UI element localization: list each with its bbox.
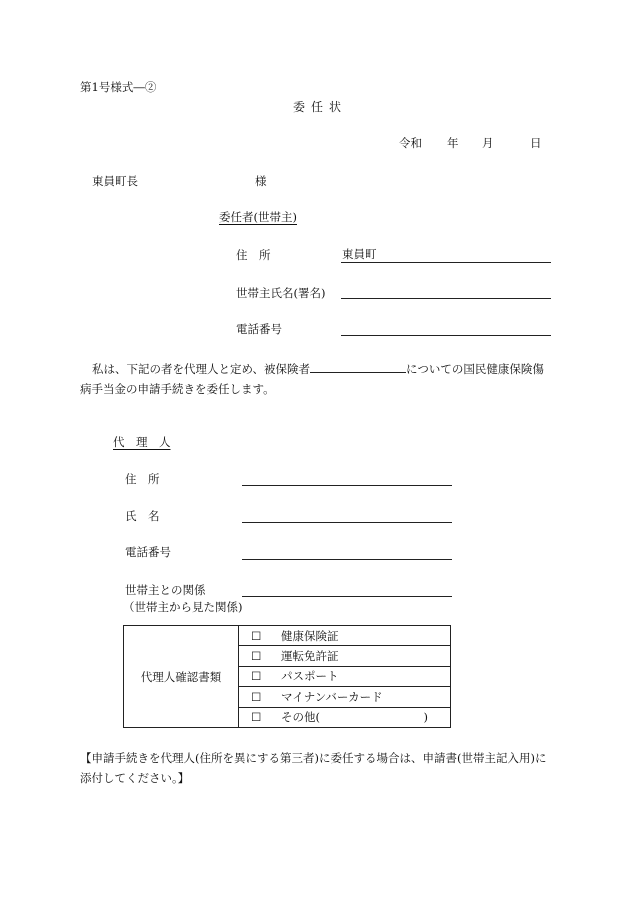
delegation-statement — [80, 359, 550, 399]
principal-address-label: 住 所 — [236, 248, 271, 262]
agent-relation-label: 世帯主との関係 — [125, 583, 206, 597]
id-option-passport[interactable] — [239, 666, 451, 686]
principal-address-field[interactable] — [341, 262, 551, 263]
principal-name-field[interactable] — [341, 298, 551, 299]
id-option-other[interactable] — [239, 707, 451, 727]
agent-heading: 代 理 人 — [113, 435, 171, 449]
date-era: 令和 — [399, 136, 422, 150]
agent-name-label: 氏 名 — [125, 509, 160, 523]
statement-part1: 私は、下記の者を代理人と定め、被保険者 — [92, 362, 311, 376]
option-label: マイナンバーカード — [281, 689, 383, 704]
id-option-drivers-license[interactable] — [239, 646, 451, 666]
addressee-honorific: 様 — [255, 174, 267, 188]
agent-phone-label: 電話番号 — [125, 545, 171, 559]
statement-part2: についての国民健康保険傷病手当金の申請手続きを委任します。 — [80, 362, 544, 396]
date-day: 日 — [530, 136, 542, 150]
principal-address-prefix: 東員町 — [342, 247, 377, 261]
option-label: パスポート — [281, 669, 339, 684]
form-number: 第1号様式―② — [80, 80, 157, 94]
table-row — [124, 626, 451, 646]
agent-relation-field[interactable] — [242, 596, 452, 597]
addressee-name: 東員町長 — [92, 174, 138, 188]
checkbox-icon[interactable]: ☐ — [251, 649, 262, 664]
agent-relation-note: （世帯主から見た関係) — [123, 600, 243, 614]
date-month: 月 — [482, 136, 494, 150]
id-option-health-insurance-card[interactable] — [239, 626, 451, 646]
agent-address-label: 住 所 — [125, 472, 160, 486]
agent-name-field[interactable] — [242, 522, 452, 523]
checkbox-icon[interactable]: ☐ — [251, 710, 262, 725]
checkbox-icon[interactable]: ☐ — [251, 628, 262, 643]
principal-name-label: 世帯主氏名(署名) — [236, 286, 326, 300]
id-documents-table — [123, 625, 451, 728]
id-option-my-number-card[interactable] — [239, 687, 451, 707]
option-label: 運転免許証 — [281, 649, 339, 664]
id-documents-header: 代理人確認書類 — [124, 626, 239, 728]
checkbox-icon[interactable]: ☐ — [251, 689, 262, 704]
checkbox-icon[interactable]: ☐ — [251, 669, 262, 684]
date-year: 年 — [447, 136, 459, 150]
document-title: 委任状 — [293, 100, 348, 114]
footer-note: 【申請手続きを代理人(住所を異にする第三者)に委任する場合は、申請書(世帯主記入用)に添付してください。】 — [80, 751, 547, 785]
option-label: 健康保険証 — [281, 628, 339, 643]
principal-phone-label: 電話番号 — [236, 322, 282, 336]
principal-heading: 委任者(世帯主) — [219, 210, 297, 224]
principal-phone-field[interactable] — [341, 335, 551, 336]
option-label: その他( ) — [281, 710, 428, 725]
agent-address-field[interactable] — [242, 485, 452, 486]
insured-person-field[interactable] — [310, 360, 406, 373]
agent-phone-field[interactable] — [242, 559, 452, 560]
